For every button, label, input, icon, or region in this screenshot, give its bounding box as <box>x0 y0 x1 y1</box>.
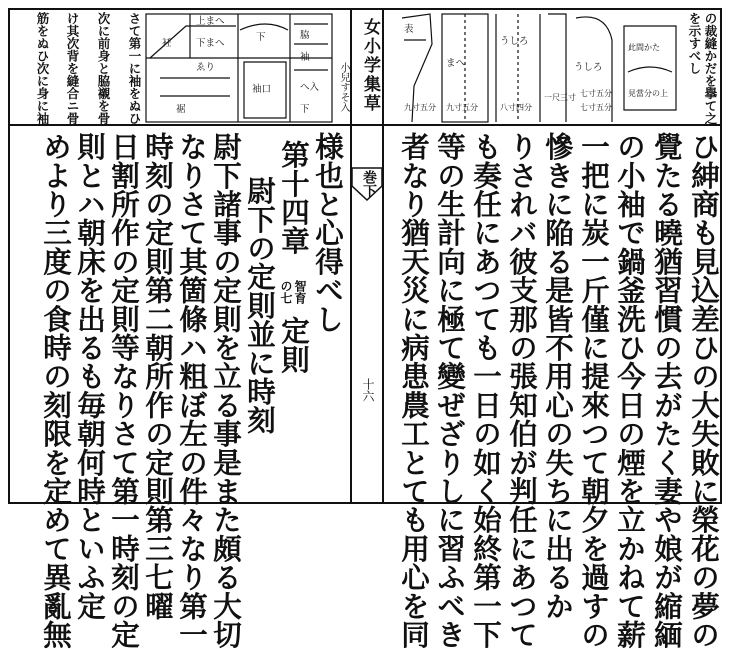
chapter-subtitle-2: の七 <box>279 280 293 304</box>
right-text-column-3: の小袖で鍋釜洗ひ今日の煙を立かねて薪 <box>613 132 647 649</box>
pattern-label-suso: 裾 <box>176 104 186 115</box>
pattern-note-kentou: 見當分の上 <box>628 89 668 98</box>
right-text-column-6: りされバ彼支那の張知伯が判任にあつて <box>505 132 539 649</box>
pattern-label-shitamae: 下まへ <box>196 38 225 49</box>
pattern-label-eri: ゑり <box>196 62 216 73</box>
section-heading: 尉下の定則並に時刻 <box>243 176 277 435</box>
diagram-caption: 小兒すそ入 <box>338 62 349 112</box>
pattern-label-shita: 下 <box>256 32 266 43</box>
right-text-column-2: 覺たる曉猶習慣の去がたく妻や娘が縮緬 <box>650 132 684 649</box>
book-title: 女小学集草 <box>360 18 380 113</box>
page-number: 十六 <box>361 378 375 402</box>
right-text-column-4: 一把に炭一斤僅に提來つて朝夕を過すの <box>577 132 611 649</box>
chapter-heading-tail: 定則 <box>277 316 311 374</box>
pattern-label-ushiro-1: うしろ <box>500 36 529 47</box>
left-text-column-5: なりさて其箇條ハ粗ぼ左の件々なり第一 <box>175 132 209 649</box>
pattern-note-kata: 此間かた <box>628 43 660 52</box>
right-text-column-7: も奏任にあつても一日の如く始終第一下 <box>469 132 503 649</box>
sewing-instruction-3: け其次背を縫合ニ骨 <box>65 12 80 125</box>
pattern-instruction-right-1: の裁縫かだを擧て之 <box>703 12 718 125</box>
left-text-column-4: 尉下諸事の定則を立る事是また頗る大切 <box>209 132 243 649</box>
pattern-label-kamimae: 上まへ <box>196 16 225 27</box>
pattern-instruction-right-2: を示すべし <box>687 12 702 75</box>
pattern-label-sode: 袖 <box>300 52 310 63</box>
pattern-measure-3: 八寸四分 <box>500 103 532 112</box>
sewing-instruction-4: 筋をぬひ次に身に袖 <box>35 12 50 125</box>
left-text-column-6: 時刻の定則第二朝所作の定則第三七曜 <box>141 132 175 620</box>
pattern-label-omote: 表 <box>404 24 414 35</box>
left-text-column-8: 則とハ朝床を出るも毎朝何時といふ定 <box>73 132 107 620</box>
chapter-subtitle-1: 智育 <box>293 280 307 304</box>
right-text-column-5: 慘きに陥る是皆不用心の失ちに出るか <box>541 132 575 620</box>
right-text-column-9: 者なり猶天災に病患農工とても用心を同 <box>397 132 431 649</box>
right-text-column-8: 等の生計向に極て變ぜざりしに習ふべき <box>433 132 467 649</box>
pattern-label-hairi: へ入 <box>300 82 320 93</box>
left-text-column-1: 様也と心得べし <box>311 132 345 333</box>
pattern-label-okumi: 衽 <box>162 38 172 49</box>
pattern-measure-4: 一尺三寸 <box>544 93 576 102</box>
left-text-column-7: 日割所作の定則等なりさて第一時刻の定 <box>107 132 141 649</box>
pattern-label-sodeguchi: 袖口 <box>252 84 272 95</box>
sewing-instruction-1: さて第一に袖をぬひ <box>127 12 142 125</box>
pattern-measure-5: 七寸五分 <box>580 103 612 112</box>
right-text-column-1: ひ紳商も見込差ひの大失敗に榮花の夢の <box>687 132 721 649</box>
pattern-measure-2: 九寸五分 <box>446 103 478 112</box>
pattern-label-waki: 脇 <box>300 30 310 41</box>
pattern-label-mae: まへ <box>446 58 466 69</box>
chapter-heading: 第十四章 <box>277 140 311 255</box>
sewing-instruction-2: 次に前身と脇襯を骨 <box>96 12 111 125</box>
left-text-column-9: めより三度の食時の刻限を定めて異亂無 <box>39 132 73 649</box>
pattern-label-ushiro-2: うしろ <box>574 62 603 73</box>
pattern-measure-1: 九寸五分 <box>404 103 436 112</box>
pattern-measure-6: 七寸五分 <box>580 89 612 98</box>
pattern-label-shita-2: 下 <box>300 104 310 115</box>
volume-tab-label: 巻下 <box>361 170 377 198</box>
